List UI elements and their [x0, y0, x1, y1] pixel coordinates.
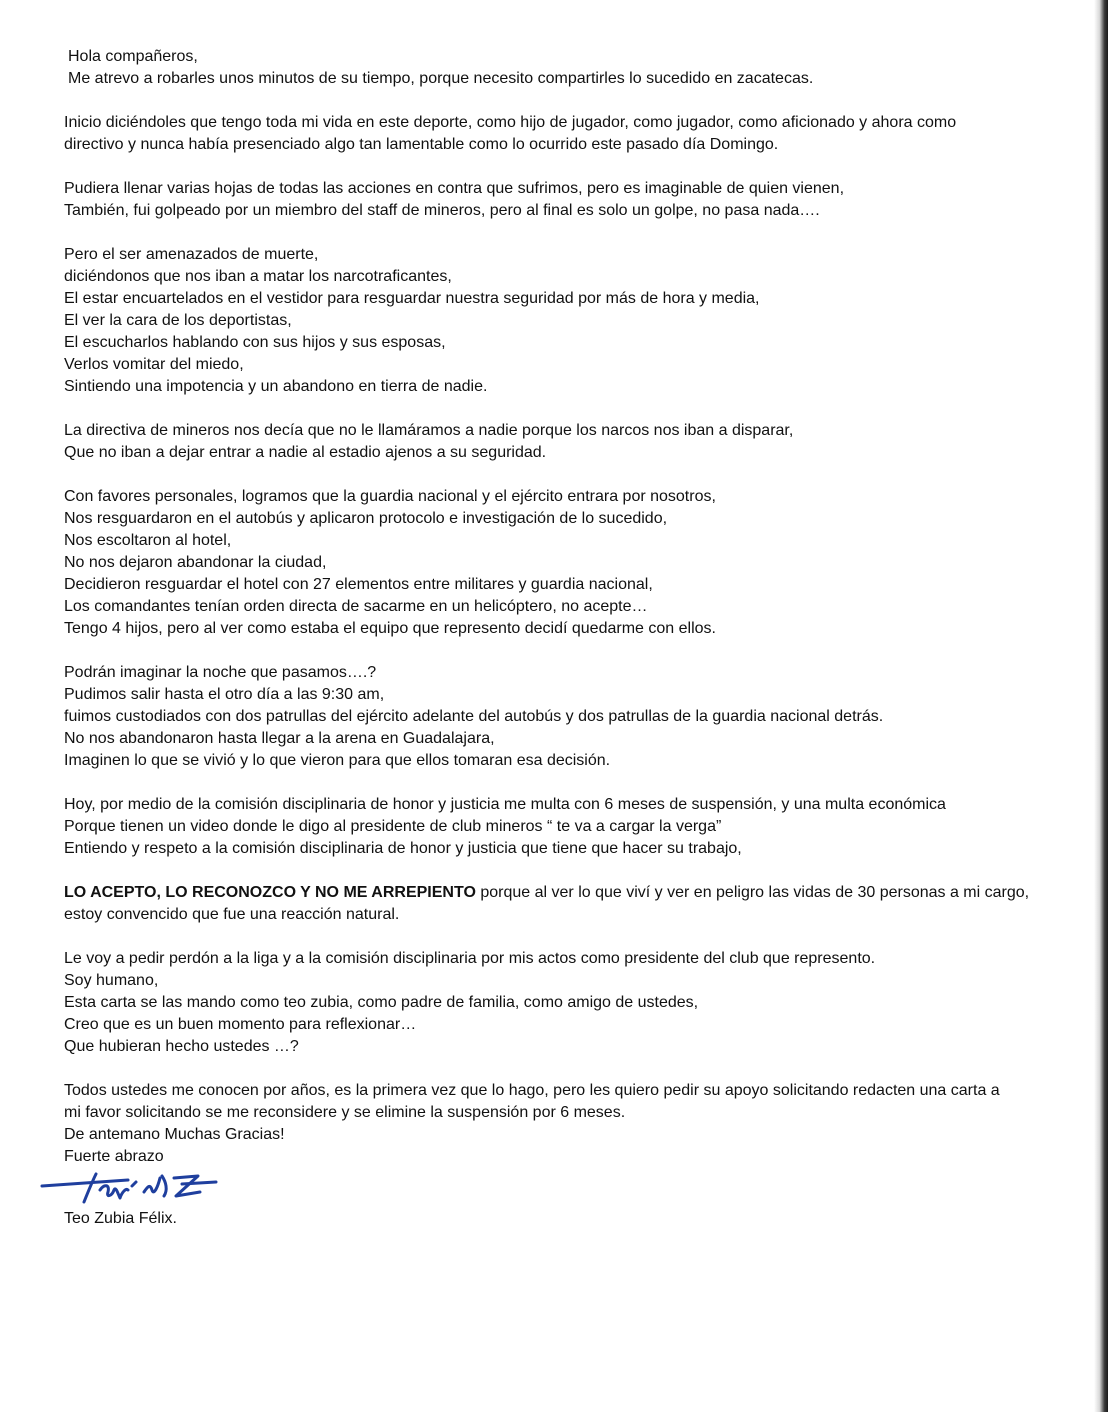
paragraph-line: También, fui golpeado por un miembro del staff de mineros, pero al final es solo un golpe, no pasa nada….	[64, 202, 820, 219]
page-edge-shadow	[1094, 0, 1108, 1412]
paragraph-line: Le voy a pedir perdón a la liga y a la comisión disciplinaria por mis actos como presidente del club que represento.	[64, 950, 876, 967]
paragraph-line: Porque tienen un video donde le digo al presidente de club mineros “ te va a cargar la verga”	[64, 818, 722, 835]
paragraph-line: Sintiendo una impotencia y un abandono en tierra de nadie.	[64, 378, 488, 395]
paragraph-line: Los comandantes tenían orden directa de sacarme en un helicóptero, no acepte…	[64, 598, 648, 615]
paragraph-line: Tengo 4 hijos, pero al ver como estaba el equipo que represento decidí quedarme con ellos.	[64, 620, 716, 637]
intro-line: Me atrevo a robarles unos minutos de su tiempo, porque necesito compartirles lo sucedido en zacatecas.	[68, 70, 814, 87]
signature-icon	[40, 1168, 230, 1210]
paragraph-line: Soy humano,	[64, 972, 159, 989]
paragraph-line: Esta carta se las mando como teo zubia, como padre de familia, como amigo de ustedes,	[64, 994, 699, 1011]
paragraph-line: Que hubieran hecho ustedes …?	[64, 1038, 299, 1055]
signature	[64, 1168, 1064, 1208]
paragraph-line: Pero el ser amenazados de muerte,	[64, 246, 319, 263]
paragraph-line: Creo que es un buen momento para reflexionar…	[64, 1016, 417, 1033]
acceptance-bold-statement: LO ACEPTO, LO RECONOZCO Y NO ME ARREPIENTO	[64, 884, 476, 901]
paragraph-line: Hoy, por medio de la comisión disciplinaria de honor y justicia me multa con 6 meses de suspensión, y una multa económica	[64, 796, 946, 813]
paragraph-line: Todos ustedes me conocen por años, es la primera vez que lo hago, pero les quiero pedir su apoyo solicitando redacten una carta a	[64, 1082, 1000, 1099]
paragraph-line: Inicio diciéndoles que tengo toda mi vida en este deporte, como hijo de jugador, como jugador, como aficionado y ahora como	[64, 114, 957, 131]
paragraph-line: No nos abandonaron hasta llegar a la arena en Guadalajara,	[64, 730, 495, 747]
paragraph-line: Entiendo y respeto a la comisión disciplinaria de honor y justicia que tiene que hacer su trabajo,	[64, 840, 742, 857]
paragraph-line: fuimos custodiados con dos patrullas del ejército adelante del autobús y dos patrullas de la guardia nacional detrás.	[64, 708, 884, 725]
paragraph-line: directivo y nunca había presenciado algo tan lamentable como lo ocurrido este pasado día Domingo.	[64, 136, 779, 153]
closing-line: Fuerte abrazo	[64, 1148, 164, 1165]
letter-body	[64, 46, 1064, 1230]
paragraph-line: Decidieron resguardar el hotel con 27 elementos entre militares y guardia nacional,	[64, 576, 653, 593]
greeting: Hola compañeros,	[68, 48, 198, 65]
paragraph-line: Imaginen lo que se vivió y lo que vieron para que ellos tomaran esa decisión.	[64, 752, 611, 769]
paragraph-line: De antemano Muchas Gracias!	[64, 1126, 285, 1143]
paragraph-line: mi favor solicitando se me reconsidere y se elimine la suspensión por 6 meses.	[64, 1104, 626, 1121]
paragraph-line: El escucharlos hablando con sus hijos y sus esposas,	[64, 334, 446, 351]
paragraph-line: diciéndonos que nos iban a matar los narcotraficantes,	[64, 268, 452, 285]
paragraph-line: Nos resguardaron en el autobús y aplicaron protocolo e investigación de lo sucedido,	[64, 510, 668, 527]
paragraph-line: Nos escoltaron al hotel,	[64, 532, 232, 549]
paragraph-line: Pudiera llenar varias hojas de todas las acciones en contra que sufrimos, pero es imaginable de quien vienen,	[64, 180, 845, 197]
paragraph-line: El estar encuartelados en el vestidor para resguardar nuestra seguridad por más de hora y media,	[64, 290, 760, 307]
paragraph-line: Que no iban a dejar entrar a nadie al estadio ajenos a su seguridad.	[64, 444, 547, 461]
paragraph-line: No nos dejaron abandonar la ciudad,	[64, 554, 327, 571]
paragraph-line: El ver la cara de los deportistas,	[64, 312, 292, 329]
paragraph-line: Podrán imaginar la noche que pasamos….?	[64, 664, 377, 681]
paragraph-line: Verlos vomitar del miedo,	[64, 356, 244, 373]
paragraph-line: Pudimos salir hasta el otro día a las 9:30 am,	[64, 686, 385, 703]
paragraph-line: estoy convencido que fue una reacción natural.	[64, 906, 400, 923]
acceptance-line	[64, 882, 1064, 904]
paragraph-line: Con favores personales, logramos que la guardia nacional y el ejército entrara por nosotros,	[64, 488, 716, 505]
acceptance-rest: porque al ver lo que viví y ver en peligro las vidas de 30 personas a mi cargo,	[475, 884, 1030, 901]
signer-name: Teo Zubia Félix.	[64, 1210, 177, 1227]
paragraph-line: La directiva de mineros nos decía que no le llamáramos a nadie porque los narcos nos iban a disparar,	[64, 422, 794, 439]
